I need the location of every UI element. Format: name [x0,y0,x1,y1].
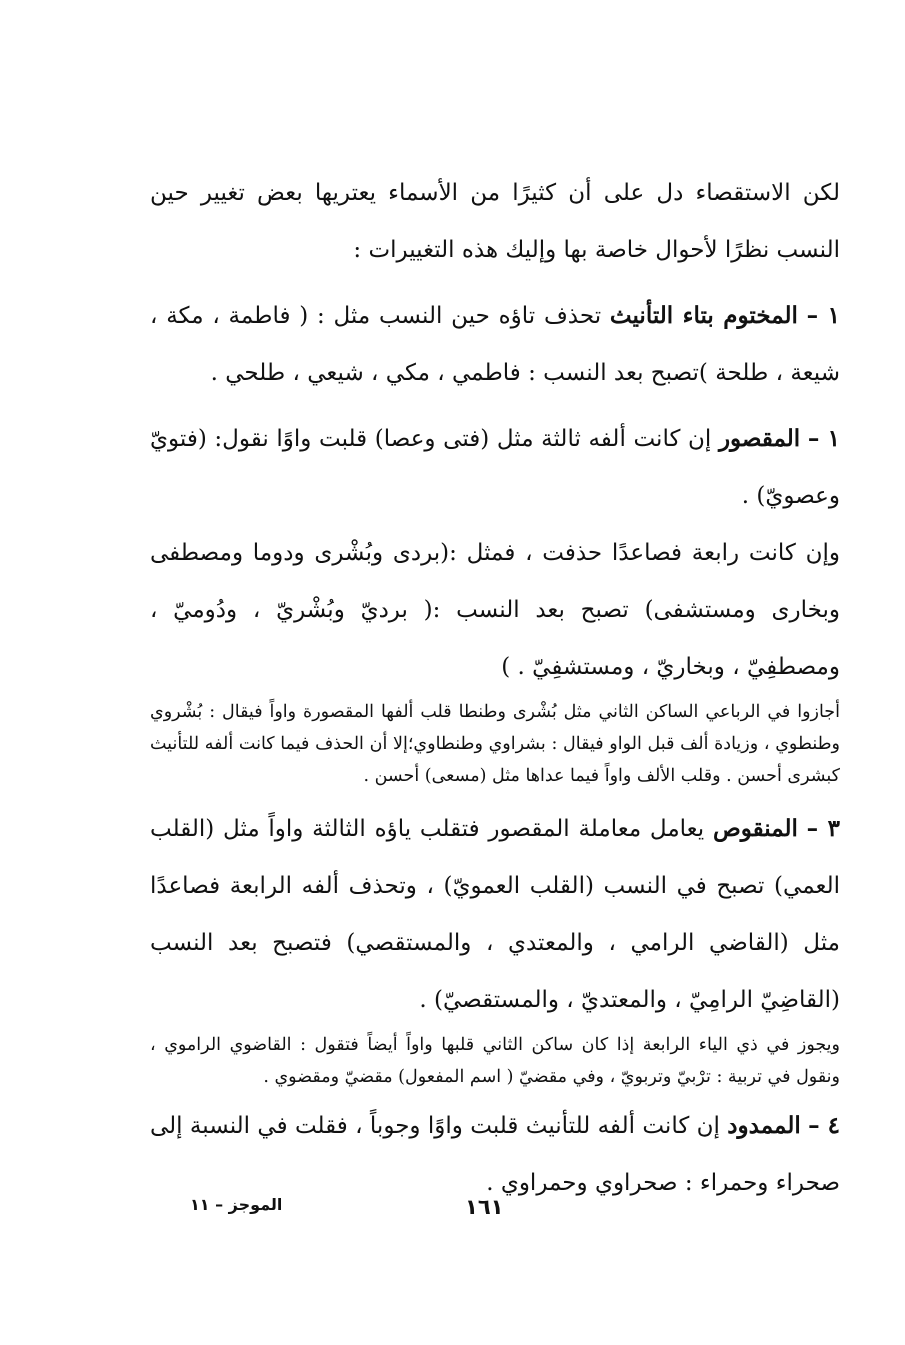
page-number: ١٦١ [465,1195,504,1219]
item-3-paragraph [150,800,840,1029]
item-1-number: ١ – [806,302,841,329]
note-2: ويجوز في ذي الياء الرابعة إذا كان ساكن الثاني قلبها واواً أيضاً فتقول : القاضوي الراموي ، ونقول في تربية : ترْبيّ وتربويّ ، وفي مقضيّ ( اسم المفعول) مقضيّ ومقضوي . [150,1035,840,1087]
item-4-number: ٤ – [808,1112,841,1139]
page-footer [0,1195,905,1225]
item-4-text: إن كانت ألفه للتأنيث قلبت واوًا وجوباً ، فقلت في النسبة إلى صحراء وحمراء : صحراوي وحمراوي . [150,1113,840,1196]
item-1-term: المختوم بتاء التأنيث [609,302,798,329]
note-1: أجازوا في الرباعي الساكن الثاني مثل بُشْرى وطنطا قلب ألفها المقصورة واواً فيقال : بُشْروي وطنطوي ، وزيادة ألف قبل الواو فيقال : بشراوي وطنطاوي؛إلا أن الحذف فيما كانت ألفه للتأنيث كبشرى أحسن . وقلب الألف واواً فيما عداها مثل (مسعى) أحسن . [150,702,840,786]
item-3-number: ٣ – [806,815,840,842]
item-2-paragraph [150,410,840,525]
book-label: الموجز – ١١ [190,1195,283,1214]
item-3-term: المنقوص [712,815,798,842]
item-1-text: تحذف تاؤه حين النسب مثل : ( فاطمة ، مكة ، شيعة ، طلحة )تصبح بعد النسب : فاطمي ، مكي ، شيعي ، طلحي . [150,303,840,386]
item-2-number: ١ – [807,425,841,452]
item-2-text: إن كانت ألفه ثالثة مثل (فتى وعصا) قلبت واوًا نقول: (فتويّ وعصويّ) . [150,426,840,509]
intro-paragraph: لكن الاستقصاء دل على أن كثيرًا من الأسماء يعتريها بعض تغيير حين النسب نظرًا لأحوال خاصة بها وإليك هذه التغييرات : [150,180,840,263]
item-3-text: يعامل معاملة المقصور فتقلب ياؤه الثالثة واواً مثل (القلب العمي) تصبح في النسب (القلب العمويّ) ، وتحذف ألفه الرابعة فصاعدًا مثل (القاضي الرامي ، والمعتدي ، والمستقصي) فتصبح بعد النسب (القاضِيّ الرامِيّ ، والمعتديّ ، والمستقصيّ) . [150,816,840,1013]
item-4-term: الممدود [727,1112,801,1139]
item-1-paragraph [150,287,840,402]
page-body [150,165,840,1212]
item-2-term: المقصور [718,425,801,452]
item-2-continuation: وإن كانت رابعة فصاعدًا حذفت ، فمثل :(بردى وبُشْرى ودوما ومصطفى وبخارى ومستشفى) تصبح بعد النسب :( برديّ وبُشْريّ ، ودُوميّ ، ومصطفِيّ ، وبخاريّ ، ومستشفِيّ . ) [150,540,840,680]
